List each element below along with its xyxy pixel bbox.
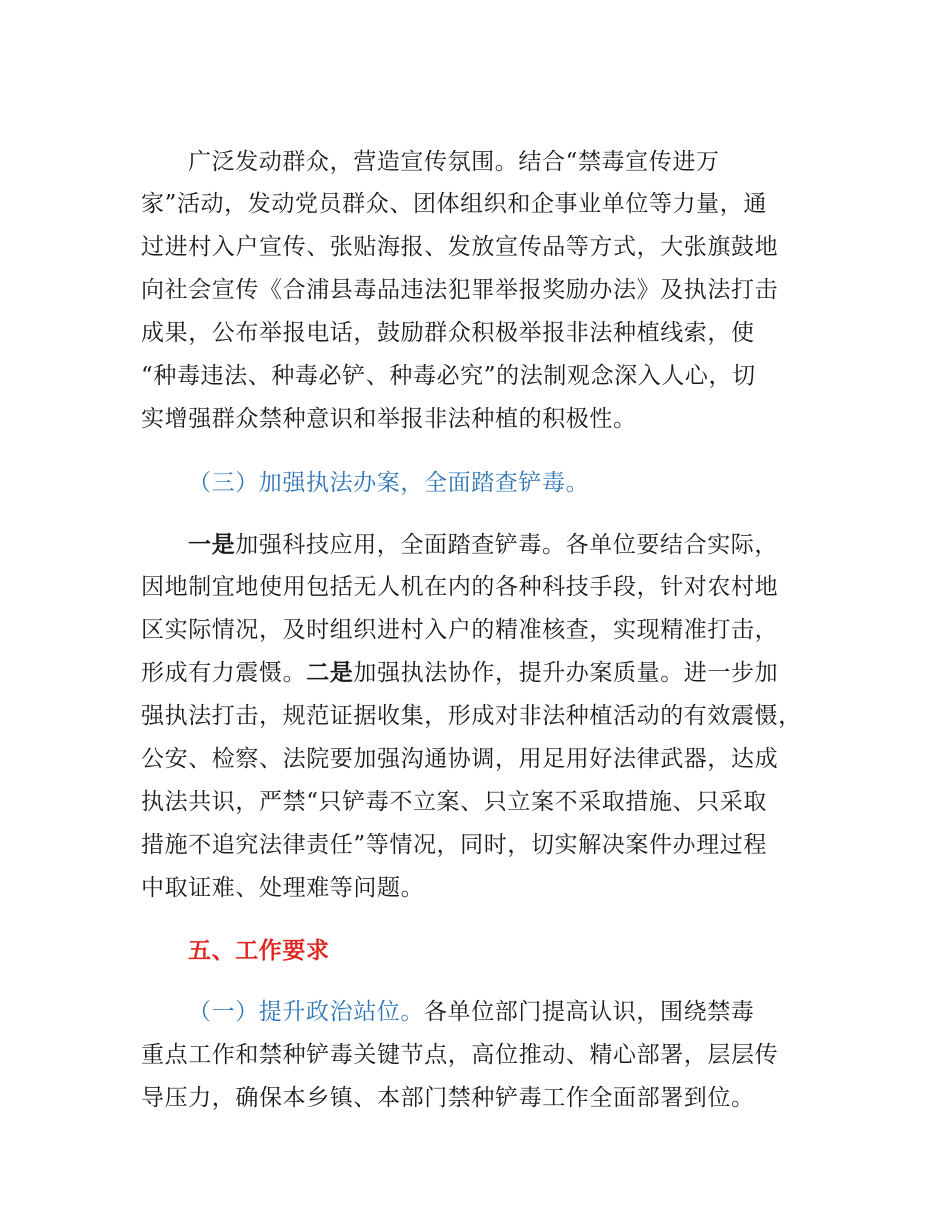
paragraph-line xyxy=(188,997,754,1027)
paragraph-text: 形成有力震慑。 xyxy=(141,660,307,686)
paragraph-line: 成果，公布举报电话，鼓励群众积极举报非法种植线索，使 xyxy=(141,320,755,346)
paragraph-line: 实增强群众禁种意识和举报非法种植的积极性。 xyxy=(141,406,637,432)
paragraph-line: “种毒违法、种毒必铲、种毒必究”的法制观念深入人心，切 xyxy=(141,363,756,389)
section-heading: 五、工作要求 xyxy=(188,937,330,964)
paragraph-text: 加强科技应用，全面踏查铲毒。各单位要结合实际， xyxy=(235,532,779,558)
paragraph-text: 各单位部门提高认识，围绕禁毒 xyxy=(424,999,755,1025)
paragraph-line: 过进村入户宣传、张贴海报、发放宣传品等方式，大张旗鼓地 xyxy=(141,234,779,260)
paragraph-line: 中取证难、处理难等问题。 xyxy=(141,875,425,901)
paragraph-line: 重点工作和禁种铲毒关键节点，高位推动、精心部署，层层传 xyxy=(141,1042,779,1068)
subsection-heading: （三）加强执法办案，全面踏查铲毒。 xyxy=(188,470,590,496)
paragraph-line: 执法共识，严禁“只铲毒不立案、只立案不采取措施、只采取 xyxy=(141,789,767,815)
paragraph-line: 因地制宜地使用包括无人机在内的各种科技手段，针对农村地 xyxy=(141,574,779,600)
subsection-heading: （一）提升政治站位。 xyxy=(188,999,424,1025)
paragraph-line: 导压力，确保本乡镇、本部门禁种铲毒工作全面部署到位。 xyxy=(141,1085,755,1111)
paragraph-line: 广泛发动群众，营造宣传氛围。结合“禁毒宣传进万 xyxy=(188,149,720,175)
paragraph-line: 家”活动，发动党员群众、团体组织和企事业单位等力量，通 xyxy=(141,191,767,217)
paragraph-line xyxy=(188,530,778,560)
paragraph-line: 措施不追究法律责任”等情况，同时，切实解决案件办理过程 xyxy=(141,832,767,858)
paragraph-line xyxy=(141,658,778,688)
paragraph-line: 强执法打击，规范证据收集，形成对非法种植活动的有效震慑， xyxy=(141,703,802,729)
emphasis-text: 二是 xyxy=(306,659,354,686)
emphasis-text: 一是 xyxy=(188,531,236,558)
paragraph-line: 公安、检察、法院要加强沟通协调，用足用好法律武器，达成 xyxy=(141,746,779,772)
paragraph-line: 向社会宣传《合浦县毒品违法犯罪举报奖励办法》及执法打击 xyxy=(141,277,779,303)
paragraph-line: 区实际情况，及时组织进村入户的精准核查，实现精准打击， xyxy=(141,617,779,643)
paragraph-text: 加强执法协作，提升办案质量。进一步加 xyxy=(353,660,779,686)
